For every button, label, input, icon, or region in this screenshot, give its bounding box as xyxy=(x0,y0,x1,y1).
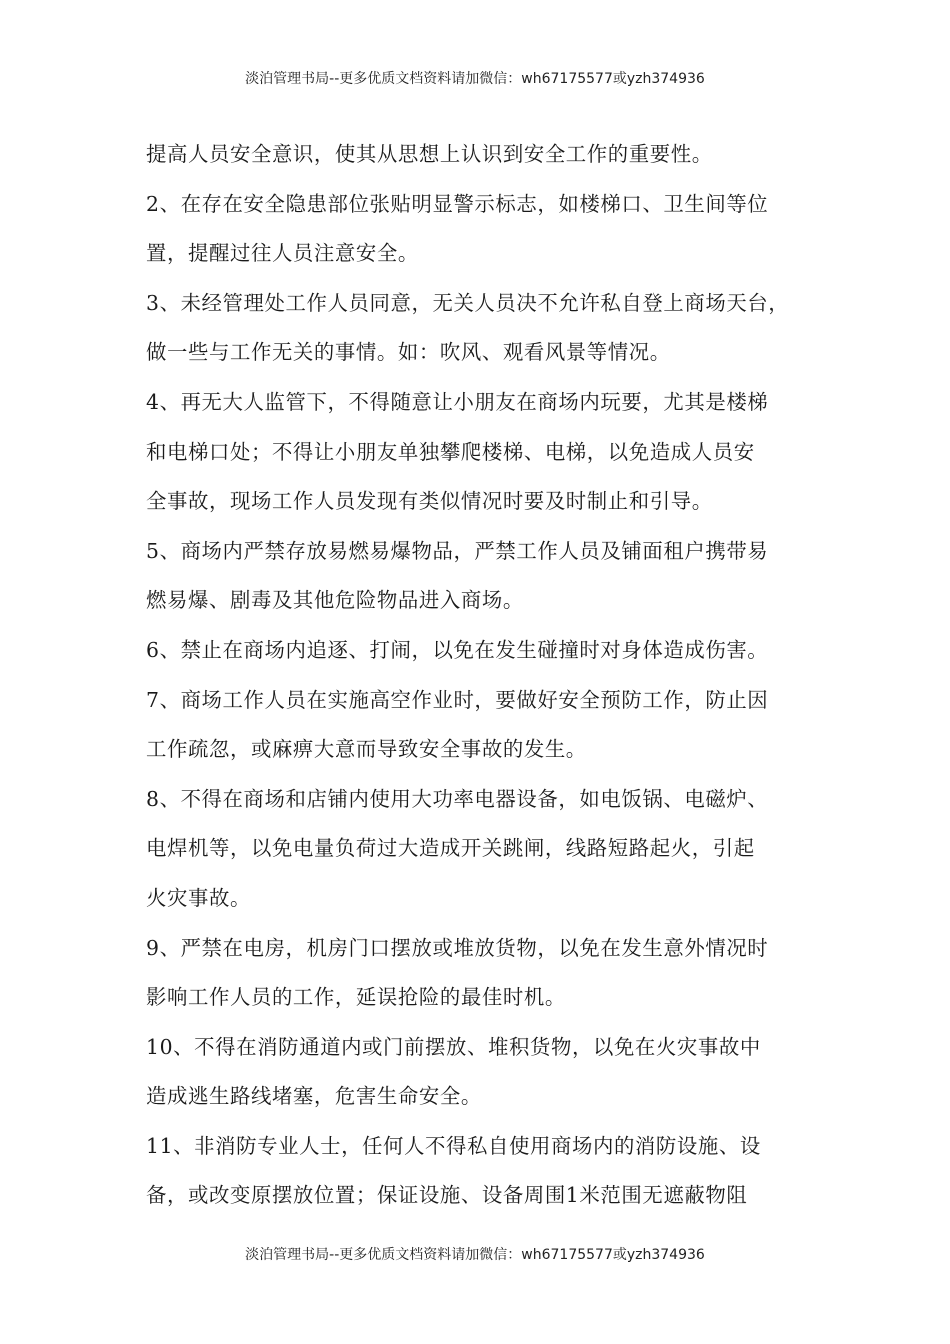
text-line: 11、非消防专业人士，任何人不得私自使用商场内的消防设施、设 xyxy=(146,1133,761,1158)
text-line: 备，或改变原摆放位置；保证设施、设备周围1米范围无遮蔽物阻 xyxy=(146,1183,748,1208)
text-line: 和电梯口处；不得让小朋友单独攀爬楼梯、电梯，以免造成人员安 xyxy=(146,439,755,464)
text-line: 9、严禁在电房，机房门口摆放或堆放货物，以免在发生意外情况时 xyxy=(146,935,769,960)
text-line: 工作疏忽，或麻痹大意而导致安全事故的发生。 xyxy=(146,737,587,762)
document-body xyxy=(146,130,822,1221)
text-line: 2、在存在安全隐患部位张贴明显警示标志，如楼梯口、卫生间等位 xyxy=(146,191,769,216)
text-line: 3、未经管理处工作人员同意，无关人员决不允许私自登上商场天台， xyxy=(146,290,790,315)
text-line: 5、商场内严禁存放易燃易爆物品，严禁工作人员及铺面租户携带易 xyxy=(146,538,769,563)
text-line: 电焊机等，以免电量负荷过大造成开关跳闸，线路短路起火，引起 xyxy=(146,836,755,861)
text-line: 影响工作人员的工作，延误抢险的最佳时机。 xyxy=(146,985,566,1010)
text-line: 4、再无大人监管下，不得随意让小朋友在商场内玩要，尤其是楼梯 xyxy=(146,389,769,414)
text-line: 火灾事故。 xyxy=(146,885,251,910)
page-header: 淡泊管理书局--更多优质文档资料请加微信：wh67175577或yzh374936 xyxy=(245,71,705,87)
text-line: 6、禁止在商场内追逐、打闹，以免在发生碰撞时对身体造成伤害。 xyxy=(146,637,769,662)
text-line: 10、不得在消防通道内或门前摆放、堆积货物，以免在火灾事故中 xyxy=(146,1034,761,1059)
text-line: 全事故，现场工作人员发现有类似情况时要及时制止和引导。 xyxy=(146,489,713,514)
text-line: 置，提醒过往人员注意安全。 xyxy=(146,241,419,266)
text-line: 做一些与工作无关的事情。如：吹风、观看风景等情况。 xyxy=(146,340,671,365)
text-line: 7、商场工作人员在实施高空作业时，要做好安全预防工作，防止因 xyxy=(146,687,769,712)
page-footer: 淡泊管理书局--更多优质文档资料请加微信：wh67175577或yzh374936 xyxy=(245,1247,705,1263)
text-line: 提高人员安全意识，使其从思想上认识到安全工作的重要性。 xyxy=(146,142,713,166)
text-line: 造成逃生路线堵塞，危害生命安全。 xyxy=(146,1084,482,1109)
text-line: 燃易爆、剧毒及其他危险物品进入商场。 xyxy=(146,588,524,613)
text-line: 8、不得在商场和店铺内使用大功率电器设备，如电饭锅、电磁炉、 xyxy=(146,786,769,811)
